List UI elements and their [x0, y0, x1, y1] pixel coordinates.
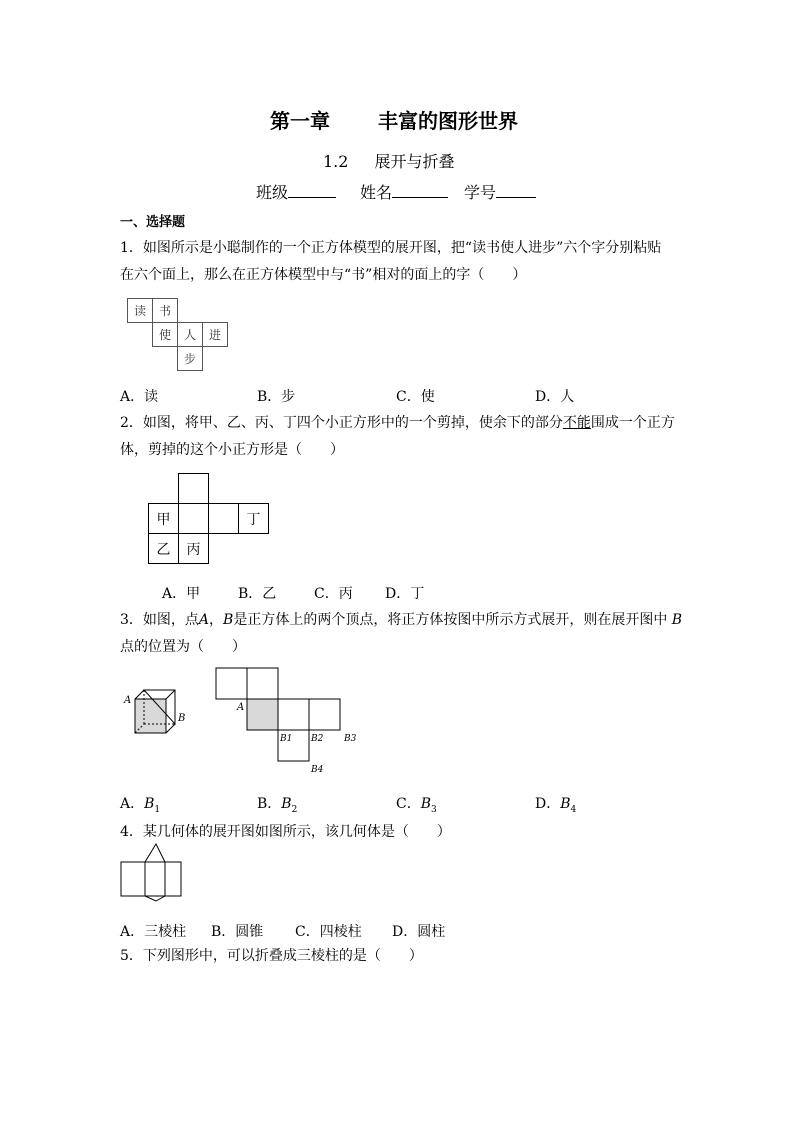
- q4-triangle-bottom: [145, 896, 165, 901]
- q2-cell-blank: [178, 503, 209, 534]
- q2-cell-jia: 甲: [148, 503, 179, 534]
- q1-cell: 书: [152, 298, 178, 323]
- q2-cell-yi: 乙: [148, 533, 179, 564]
- q3-option-b-prefix: B．: [257, 796, 282, 812]
- q2-option-c[interactable]: C．丙: [314, 586, 353, 602]
- id-blank[interactable]: [496, 183, 536, 198]
- q3-option-c[interactable]: [396, 793, 437, 815]
- q1-cell: 步: [177, 346, 203, 371]
- q2-text-line2: 体，剪掉的这个小正方形是（ ）: [120, 442, 344, 458]
- q2-text-post: 围成一个正方: [590, 415, 675, 431]
- q3-option-d-var: B: [560, 796, 571, 812]
- q3-option-c-sub: 3: [431, 804, 437, 815]
- q4-triangle-top: [145, 844, 165, 862]
- q3-net-square: [309, 699, 340, 730]
- chapter-name: 丰富的图形世界: [378, 109, 518, 133]
- q3-cube-shaded-face: [135, 699, 166, 733]
- name-label: 姓名: [360, 183, 393, 202]
- q1-option-c[interactable]: C．使: [396, 389, 435, 405]
- q3-net-label-b2: B2: [311, 734, 324, 744]
- q4-option-c[interactable]: C．四棱柱: [295, 924, 362, 940]
- chapter-number: 第一章: [270, 109, 330, 133]
- q4-net-rect: [165, 862, 181, 896]
- q3-option-c-var: B: [420, 796, 432, 812]
- q4-option-b[interactable]: B．圆锥: [211, 924, 264, 940]
- q3-option-a-var: B: [144, 796, 155, 812]
- q1-option-d[interactable]: D．人: [535, 389, 575, 405]
- q1-option-a[interactable]: A．读: [120, 389, 159, 405]
- q2-cell-ding: 丁: [238, 503, 269, 534]
- q3-net-label-b3: B3: [344, 734, 357, 744]
- q3-option-a-sub: 1: [154, 804, 161, 815]
- q3-net-label-a: A: [237, 702, 245, 713]
- q2-cell-bing: 丙: [178, 533, 209, 564]
- q2-option-b[interactable]: B．乙: [238, 586, 277, 602]
- q1-cell: 读: [127, 298, 153, 323]
- q3-option-a-prefix: A．: [120, 796, 145, 812]
- q1-cell: 使: [152, 322, 178, 347]
- q3-text-line1: [120, 610, 682, 630]
- student-info: [256, 180, 536, 203]
- q3-net-figure: [210, 664, 360, 779]
- q2-text-line1: [120, 413, 675, 433]
- section-title: [323, 149, 454, 172]
- q1-cell: 人: [177, 322, 203, 347]
- q3-option-a[interactable]: [120, 793, 160, 815]
- q2-emphasis: 不能: [562, 415, 591, 431]
- q4-option-d[interactable]: D．圆柱: [392, 924, 446, 940]
- q3-shaded-square: [247, 699, 278, 730]
- q3-var-b2: B: [671, 612, 683, 628]
- q3-option-c-prefix: C．: [396, 796, 421, 812]
- section-name: 展开与折叠: [374, 152, 455, 171]
- q3-cube-edge: [166, 724, 175, 733]
- q1-option-b[interactable]: B．步: [257, 389, 296, 405]
- q3-net-label-b1: B1: [280, 734, 293, 744]
- q3-sep: ，: [209, 612, 224, 628]
- q3-option-b-sub: 2: [291, 804, 298, 815]
- id-label: 学号: [464, 183, 497, 202]
- q3-option-d[interactable]: [535, 793, 576, 815]
- q3-net-square: [278, 699, 309, 730]
- q4-net-rect: [121, 862, 145, 896]
- section-number: 1.2: [323, 152, 349, 171]
- q2-cell-blank: [208, 503, 239, 534]
- q3-var-a: A: [198, 612, 210, 628]
- q2-option-d[interactable]: D．丁: [385, 586, 425, 602]
- q3-cube-figure: [120, 680, 200, 740]
- q3-text-a: 3．如图，点: [120, 612, 199, 628]
- q5-text-line1: 5．下列图形中，可以折叠成三棱柱的是（ ）: [120, 948, 423, 964]
- q3-text-b: 是正方体上的两个顶点，将正方体按图中所示方式展开，则在展开图中: [233, 612, 668, 628]
- chapter-title: [270, 105, 518, 134]
- q2-option-a[interactable]: A．甲: [162, 586, 201, 602]
- section-heading: 一、选择题: [120, 215, 186, 230]
- q1-text-line1: 1．如图所示是小聪制作的一个正方体模型的展开图，把“读书使人进步”六个字分别粘贴: [120, 240, 662, 256]
- class-blank[interactable]: [288, 183, 336, 198]
- q3-text-line2: 点的位置为（ ）: [120, 639, 246, 655]
- name-blank[interactable]: [392, 183, 448, 198]
- q3-cube-edge: [166, 690, 175, 699]
- q3-var-b: B: [223, 612, 234, 628]
- q3-net-square: [247, 668, 278, 699]
- q1-cell: 进: [202, 322, 228, 347]
- q3-option-b-var: B: [281, 796, 292, 812]
- q3-net-label-b4: B4: [311, 765, 324, 775]
- q2-text-pre: 2．如图，将甲、乙、丙、丁四个小正方形中的一个剪掉，使余下的部分: [120, 415, 563, 431]
- q3-option-b[interactable]: [257, 793, 297, 815]
- q3-cube-edge: [135, 690, 144, 699]
- q3-label-a: A: [124, 695, 132, 706]
- q3-option-d-sub: 4: [570, 804, 577, 815]
- q2-cell-blank: [178, 473, 209, 504]
- q3-net-square: [216, 668, 247, 699]
- q4-prism-net-figure: [115, 838, 190, 903]
- class-label: 班级: [256, 183, 289, 202]
- q1-text-line2: 在六个面上，那么在正方体模型中与“书”相对的面上的字（ ）: [120, 267, 527, 283]
- q4-net-rect: [145, 862, 165, 896]
- q3-option-d-prefix: D．: [535, 796, 561, 812]
- q3-label-b: B: [178, 713, 186, 724]
- q4-option-a[interactable]: A．三棱柱: [120, 924, 187, 940]
- q4-text-line1: 4．某几何体的展开图如图所示，该几何体是（ ）: [120, 824, 451, 840]
